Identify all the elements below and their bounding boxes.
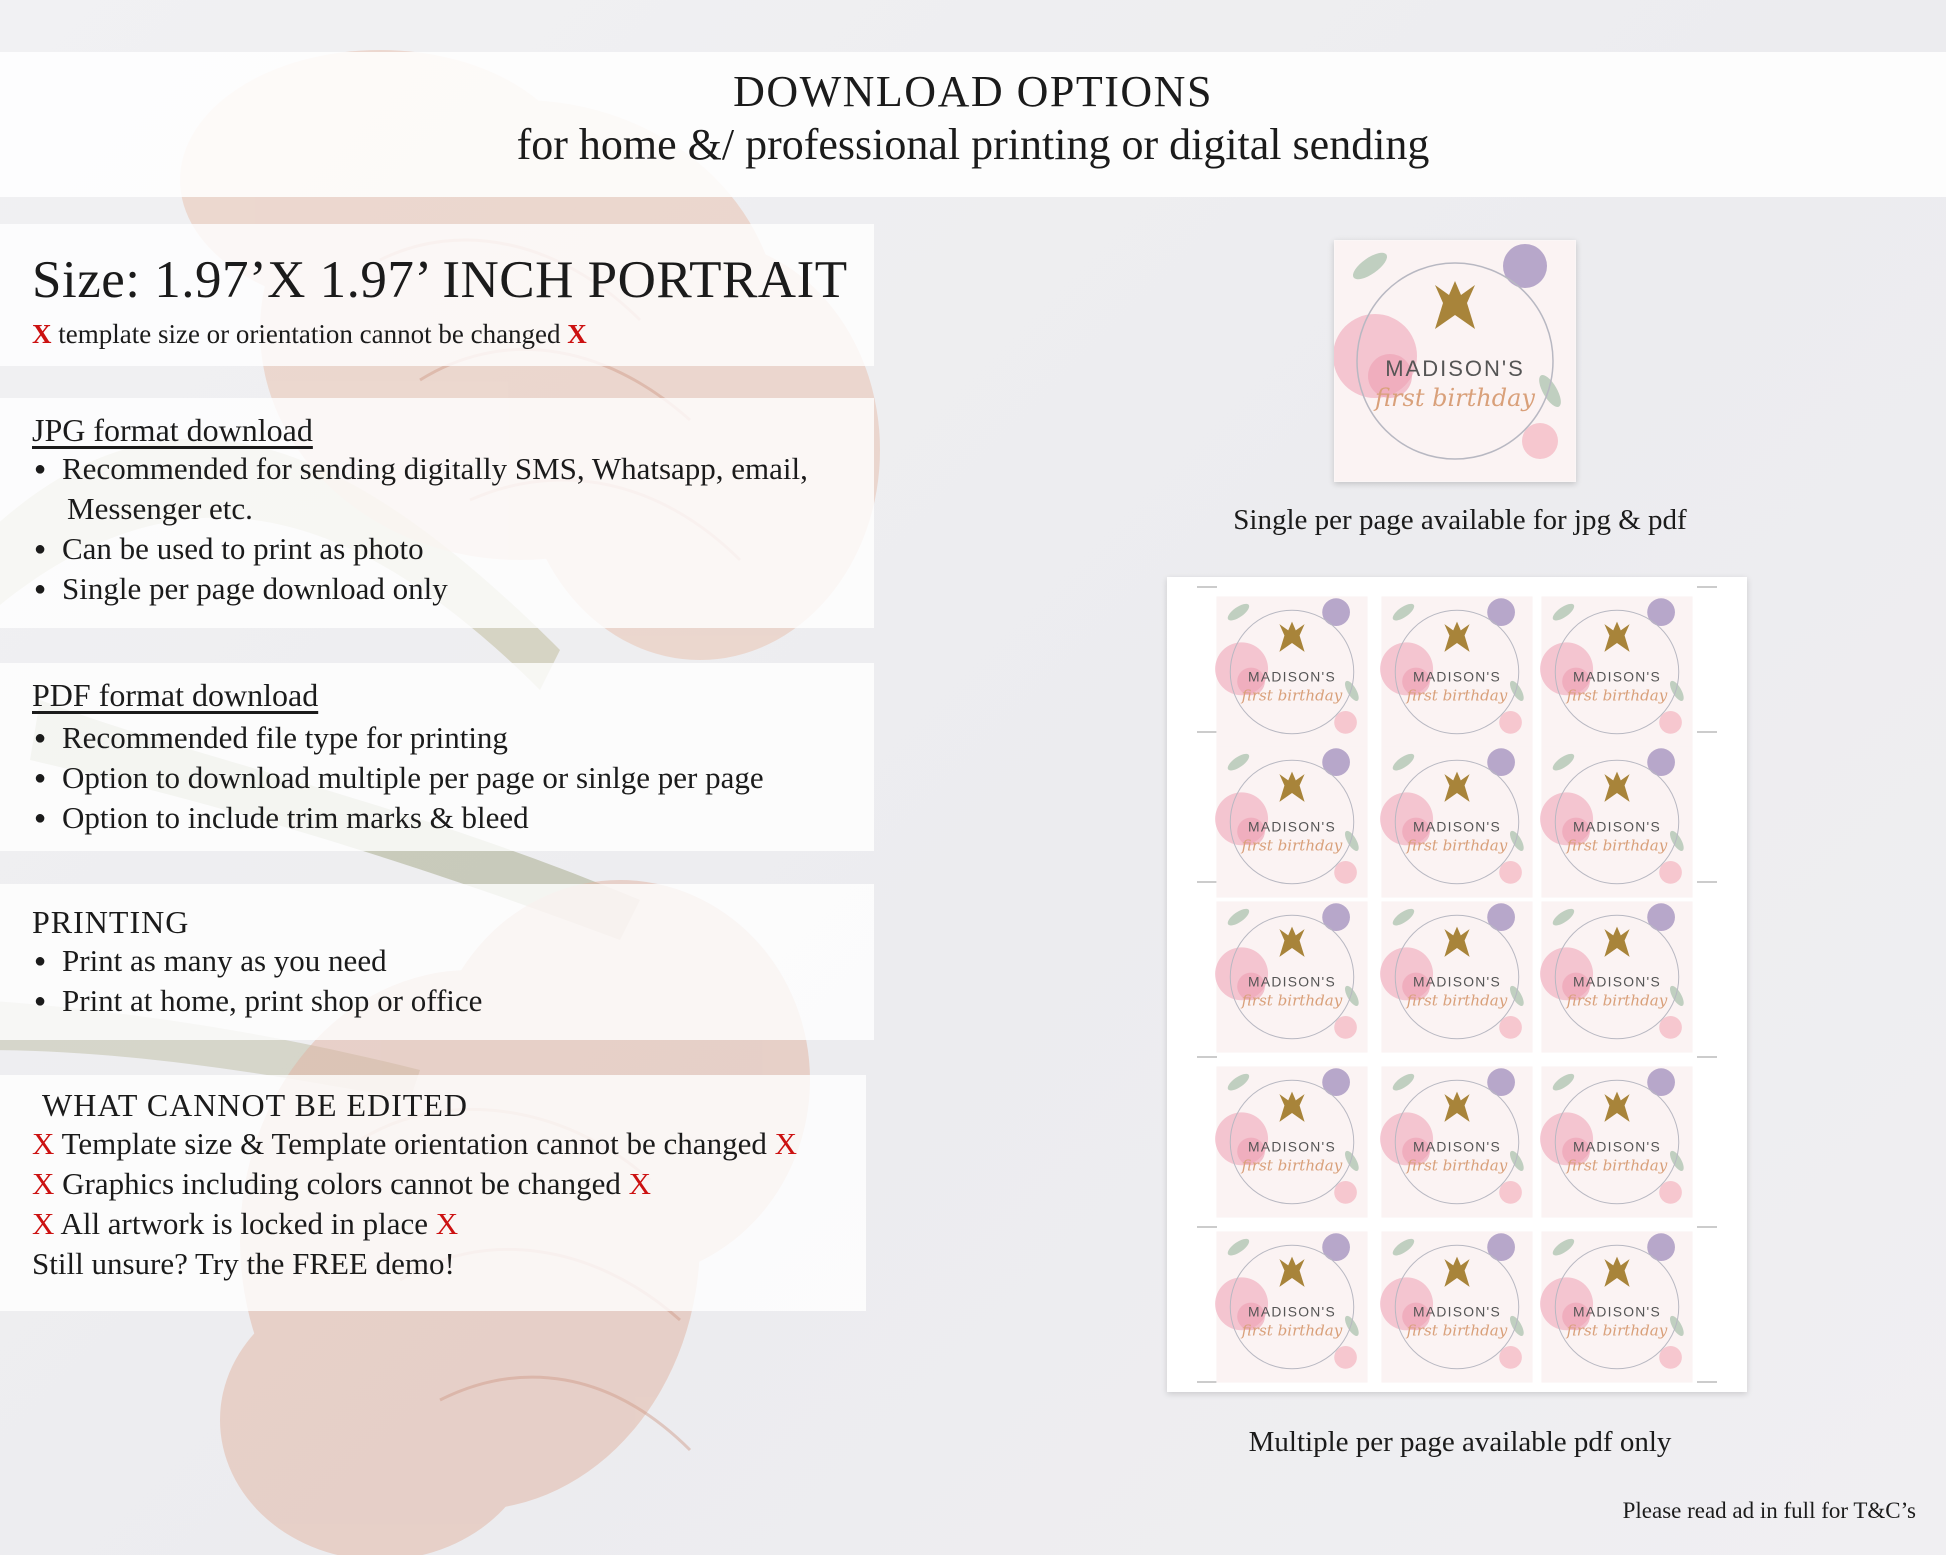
jpg-bullet-list-cont <box>32 529 874 609</box>
size-title: Size: 1.97’X 1.97’ INCH PORTRAIT <box>32 251 848 309</box>
list-item: ● Option to download multiple per page or sinlge per page <box>32 758 874 798</box>
card-script-text: first birthday <box>1406 991 1508 1010</box>
birthday-card <box>1380 746 1532 897</box>
x-mark-icon: X <box>32 1166 55 1201</box>
footer-note: Please read ad in full for T&C’s <box>1622 1498 1916 1523</box>
birthday-card <box>1215 1066 1367 1217</box>
card-artwork <box>1334 240 1576 482</box>
card-name-text: MADISON'S <box>1248 1138 1336 1155</box>
card-name-text: MADISON'S <box>1573 973 1661 990</box>
card-script-text: first birthday <box>1375 384 1535 412</box>
size-panel <box>0 224 874 366</box>
card-script-text: first birthday <box>1406 1321 1508 1340</box>
restriction-line <box>32 1124 866 1164</box>
birthday-card <box>1334 241 1575 481</box>
multi-per-page-label: Multiple per page available pdf only <box>1248 1426 1672 1458</box>
card-script-text: first birthday <box>1566 991 1668 1010</box>
printing-bullet-list <box>32 941 874 1021</box>
x-mark-icon: X <box>567 319 587 349</box>
card-name-text: MADISON'S <box>1248 1303 1336 1320</box>
restriction-line <box>32 1204 866 1244</box>
x-mark-icon: X <box>32 1126 55 1161</box>
card-name-text: MADISON'S <box>1413 818 1501 835</box>
cannot-edit-panel <box>0 1075 866 1311</box>
cannot-edit-heading: WHAT CANNOT BE EDITED <box>42 1087 468 1123</box>
restriction-text: Template size & Template orientation cannot be changed <box>61 1126 767 1161</box>
birthday-card <box>1540 901 1692 1052</box>
birthday-card <box>1380 1066 1532 1217</box>
list-item: ● Print as many as you need <box>32 941 874 981</box>
list-item: ● Recommended file type for printing <box>32 718 874 758</box>
list-item: ● Can be used to print as photo <box>32 529 874 569</box>
birthday-card <box>1380 596 1532 747</box>
printing-panel <box>0 884 874 1040</box>
birthday-card <box>1380 901 1532 1052</box>
page-title: DOWNLOAD OPTIONS <box>733 67 1213 116</box>
card-name-text: MADISON'S <box>1413 1303 1501 1320</box>
list-item: ● Print at home, print shop or office <box>32 981 874 1021</box>
card-name-text: MADISON'S <box>1413 668 1501 685</box>
pdf-heading: PDF format download <box>32 677 319 713</box>
jpg-heading: JPG format download <box>32 412 313 448</box>
printing-heading: PRINTING <box>32 904 190 940</box>
restriction-text: All artwork is locked in place <box>60 1206 429 1241</box>
demo-text: Still unsure? Try the FREE demo! <box>32 1246 455 1281</box>
card-script-text: first birthday <box>1241 686 1343 705</box>
birthday-card <box>1540 746 1692 897</box>
multi-per-page-sheet <box>1167 577 1747 1392</box>
page-subtitle: for home &/ professional printing or digital sending <box>516 120 1430 169</box>
card-script-text: first birthday <box>1566 836 1668 855</box>
sheet-artwork <box>1167 577 1747 1392</box>
pdf-panel <box>0 663 874 851</box>
birthday-card <box>1540 1066 1692 1217</box>
card-name-text: MADISON'S <box>1248 668 1336 685</box>
card-name-text: MADISON'S <box>1413 973 1501 990</box>
header-band <box>0 52 1946 197</box>
card-name-text: MADISON'S <box>1573 818 1661 835</box>
restriction-line <box>32 1164 866 1204</box>
jpg-bullet-list <box>32 449 874 489</box>
card-script-text: first birthday <box>1566 686 1668 705</box>
card-script-text: first birthday <box>1406 686 1508 705</box>
card-script-text: first birthday <box>1406 836 1508 855</box>
card-name-text: MADISON'S <box>1573 1138 1661 1155</box>
size-note-text: template size or orientation cannot be changed <box>58 319 561 349</box>
pdf-bullet-list <box>32 718 874 838</box>
birthday-card <box>1215 746 1367 897</box>
birthday-card <box>1215 596 1367 747</box>
list-item: ● Option to include trim marks & bleed <box>32 798 874 838</box>
card-script-text: first birthday <box>1566 1321 1668 1340</box>
birthday-card <box>1215 1231 1367 1382</box>
birthday-card <box>1540 596 1692 747</box>
card-script-text: first birthday <box>1241 1321 1343 1340</box>
card-name-text: MADISON'S <box>1413 1138 1501 1155</box>
restriction-text: Graphics including colors cannot be changed <box>62 1166 621 1201</box>
birthday-card <box>1380 1231 1532 1382</box>
card-name-text: MADISON'S <box>1248 973 1336 990</box>
card-script-text: first birthday <box>1566 1156 1668 1175</box>
card-script-text: first birthday <box>1241 1156 1343 1175</box>
card-name-text: MADISON'S <box>1573 668 1661 685</box>
list-item: ● Single per page download only <box>32 569 874 609</box>
x-mark-icon: X <box>435 1206 459 1241</box>
single-card-preview <box>1334 240 1576 482</box>
single-per-page-label: Single per page available for jpg & pdf <box>1233 504 1687 536</box>
jpg-panel <box>0 398 874 628</box>
size-note <box>32 319 874 350</box>
x-mark-icon: X <box>32 319 52 349</box>
list-item: ● Recommended for sending digitally SMS, Whatsapp, email, <box>32 449 874 489</box>
card-script-text: first birthday <box>1241 836 1343 855</box>
card-script-text: first birthday <box>1241 991 1343 1010</box>
card-name-text: MADISON'S <box>1385 356 1525 381</box>
x-mark-icon: X <box>32 1206 55 1241</box>
birthday-card <box>1215 901 1367 1052</box>
x-mark-icon: X <box>628 1166 651 1201</box>
card-name-text: MADISON'S <box>1248 818 1336 835</box>
list-item-continuation: Messenger etc. <box>67 491 253 526</box>
birthday-card <box>1540 1231 1692 1382</box>
card-script-text: first birthday <box>1406 1156 1508 1175</box>
x-mark-icon: X <box>774 1126 797 1161</box>
card-name-text: MADISON'S <box>1573 1303 1661 1320</box>
